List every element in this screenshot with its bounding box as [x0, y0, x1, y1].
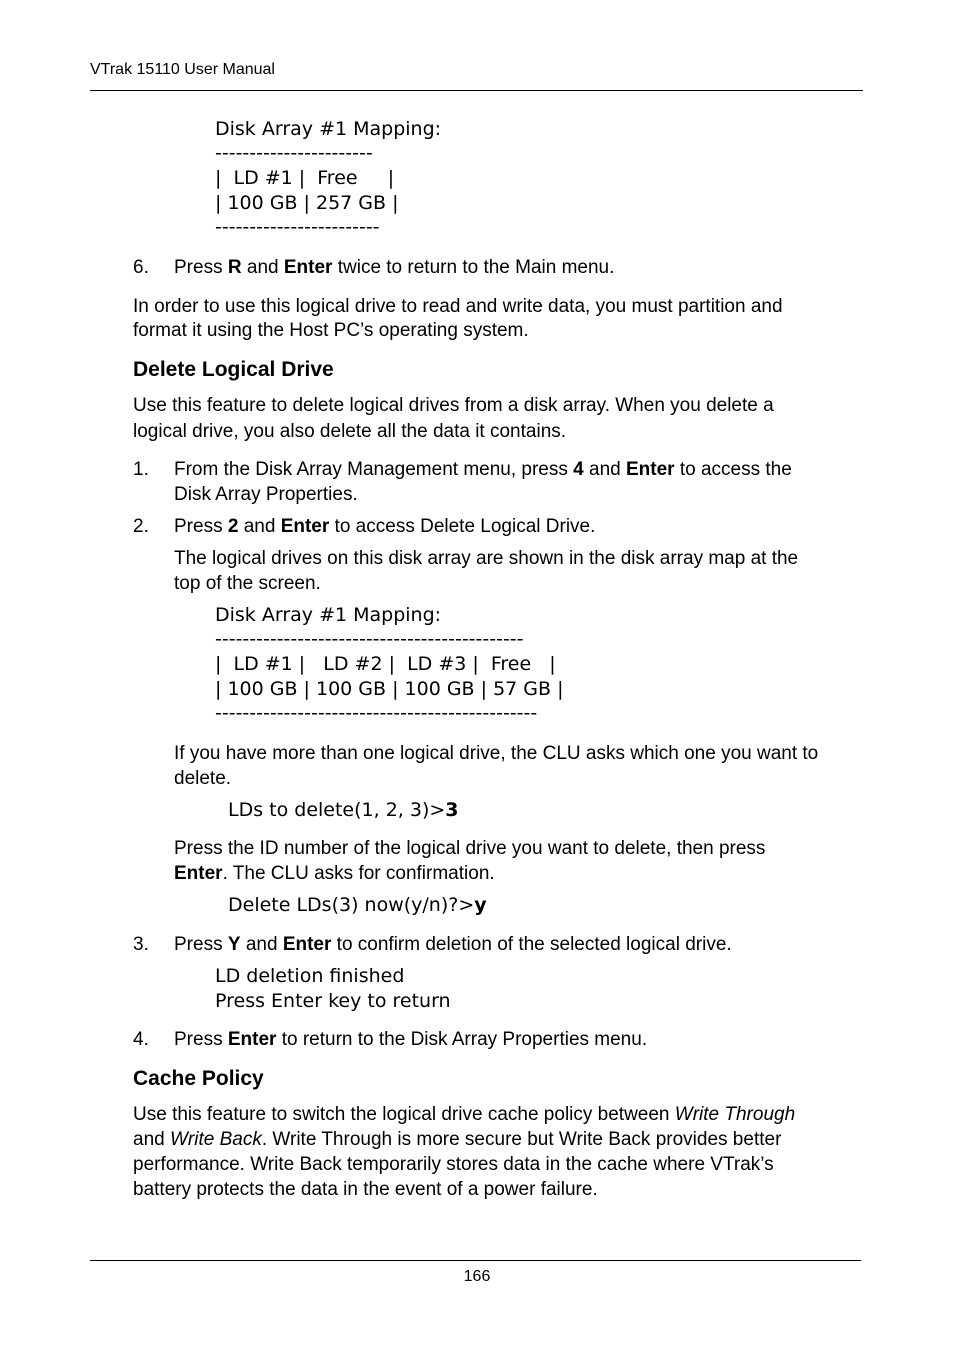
- step4-number: 4.: [133, 1029, 149, 1050]
- key-4: 4: [573, 459, 584, 480]
- term-write-back: Write Back: [169, 1129, 262, 1150]
- step1-text-cont: Disk Array Properties.: [174, 484, 358, 505]
- map1-row1: | LD #1 | Free |: [215, 167, 395, 189]
- page-number: 166: [463, 1268, 491, 1285]
- paragraph-line: delete.: [174, 768, 232, 789]
- section-heading-cache-policy: Cache Policy: [133, 1067, 264, 1090]
- cli-output-line: LD deletion finished: [215, 965, 405, 987]
- cli-prompt-delete-confirm: Delete LDs(3) now(y/n)?>y: [228, 894, 487, 916]
- paragraph-line: If you have more than one logical drive, the CLU asks which one you want to: [174, 743, 819, 764]
- key-enter: Enter: [280, 516, 330, 537]
- paragraph-line: format it using the Host PC’s operating system.: [133, 320, 529, 341]
- map2-rule-top: ---------------------------------------------: [215, 628, 524, 650]
- footer-rule: [90, 1260, 861, 1261]
- key-enter: Enter: [174, 863, 223, 884]
- map2-rule-bottom: -----------------------------------------------: [215, 702, 538, 724]
- map2-title: Disk Array #1 Mapping:: [215, 604, 442, 626]
- paragraph-line: Use this feature to delete logical drives from a disk array. When you delete a: [133, 395, 774, 416]
- key-enter: Enter: [626, 459, 675, 480]
- step1-number: 1.: [133, 459, 149, 480]
- term-write-through: Write Through: [674, 1104, 796, 1125]
- step3-number: 3.: [133, 934, 149, 955]
- key-2: 2: [227, 516, 239, 537]
- paragraph-line: battery protects the data in the event of a power failure.: [133, 1179, 598, 1200]
- key-enter: Enter: [282, 934, 332, 955]
- paragraph-line: Press the ID number of the logical drive you want to delete, then press: [174, 838, 766, 859]
- map2-row1: | LD #1 | LD #2 | LD #3 | Free |: [215, 653, 556, 675]
- cli-input: y: [474, 894, 487, 916]
- map1-rule-top: -----------------------: [215, 142, 373, 164]
- paragraph-line: performance. Write Back temporarily stores data in the cache where VTrak’s: [133, 1154, 774, 1175]
- step4-text: Press Enter to return to the Disk Array Properties menu.: [174, 1029, 648, 1050]
- paragraph-line: Enter. The CLU asks for confirmation.: [174, 863, 495, 884]
- cli-input: 3: [445, 799, 459, 821]
- key-enter: Enter: [283, 257, 333, 278]
- step2-note-line: The logical drives on this disk array are shown in the disk array map at the: [174, 548, 799, 569]
- step6-text: Press R and Enter twice to return to the Main menu.: [174, 257, 615, 278]
- key-r: R: [227, 257, 242, 278]
- paragraph-line: In order to use this logical drive to read and write data, you must partition and: [133, 296, 783, 317]
- step2-text: Press 2 and Enter to access Delete Logical Drive.: [174, 516, 596, 537]
- paragraph-line: and Write Back. Write Through is more secure but Write Back provides better: [133, 1129, 782, 1150]
- map1-title: Disk Array #1 Mapping:: [215, 118, 442, 140]
- running-header: VTrak 15110 User Manual: [90, 61, 275, 78]
- key-enter: Enter: [227, 1029, 277, 1050]
- cli-prompt-lds-to-delete: LDs to delete(1, 2, 3)>3: [228, 799, 459, 821]
- step6-number: 6.: [133, 257, 149, 278]
- step2-note-line: top of the screen.: [174, 573, 321, 594]
- section-heading-delete-logical-drive: Delete Logical Drive: [133, 358, 334, 381]
- step3-text: Press Y and Enter to confirm deletion of the selected logical drive.: [174, 934, 732, 955]
- header-rule: [90, 90, 863, 91]
- paragraph-line: logical drive, you also delete all the data it contains.: [133, 421, 567, 442]
- step1-text: From the Disk Array Management menu, press 4 and Enter to access the: [174, 459, 792, 480]
- paragraph-line: Use this feature to switch the logical drive cache policy between Write Through: [133, 1104, 796, 1125]
- key-y: Y: [227, 934, 241, 955]
- cli-output-line: Press Enter key to return: [215, 990, 451, 1012]
- map1-rule-bottom: ------------------------: [215, 216, 380, 238]
- map1-row2: | 100 GB | 257 GB |: [215, 192, 399, 214]
- map2-row2: | 100 GB | 100 GB | 100 GB | 57 GB |: [215, 678, 564, 700]
- step2-number: 2.: [133, 516, 149, 537]
